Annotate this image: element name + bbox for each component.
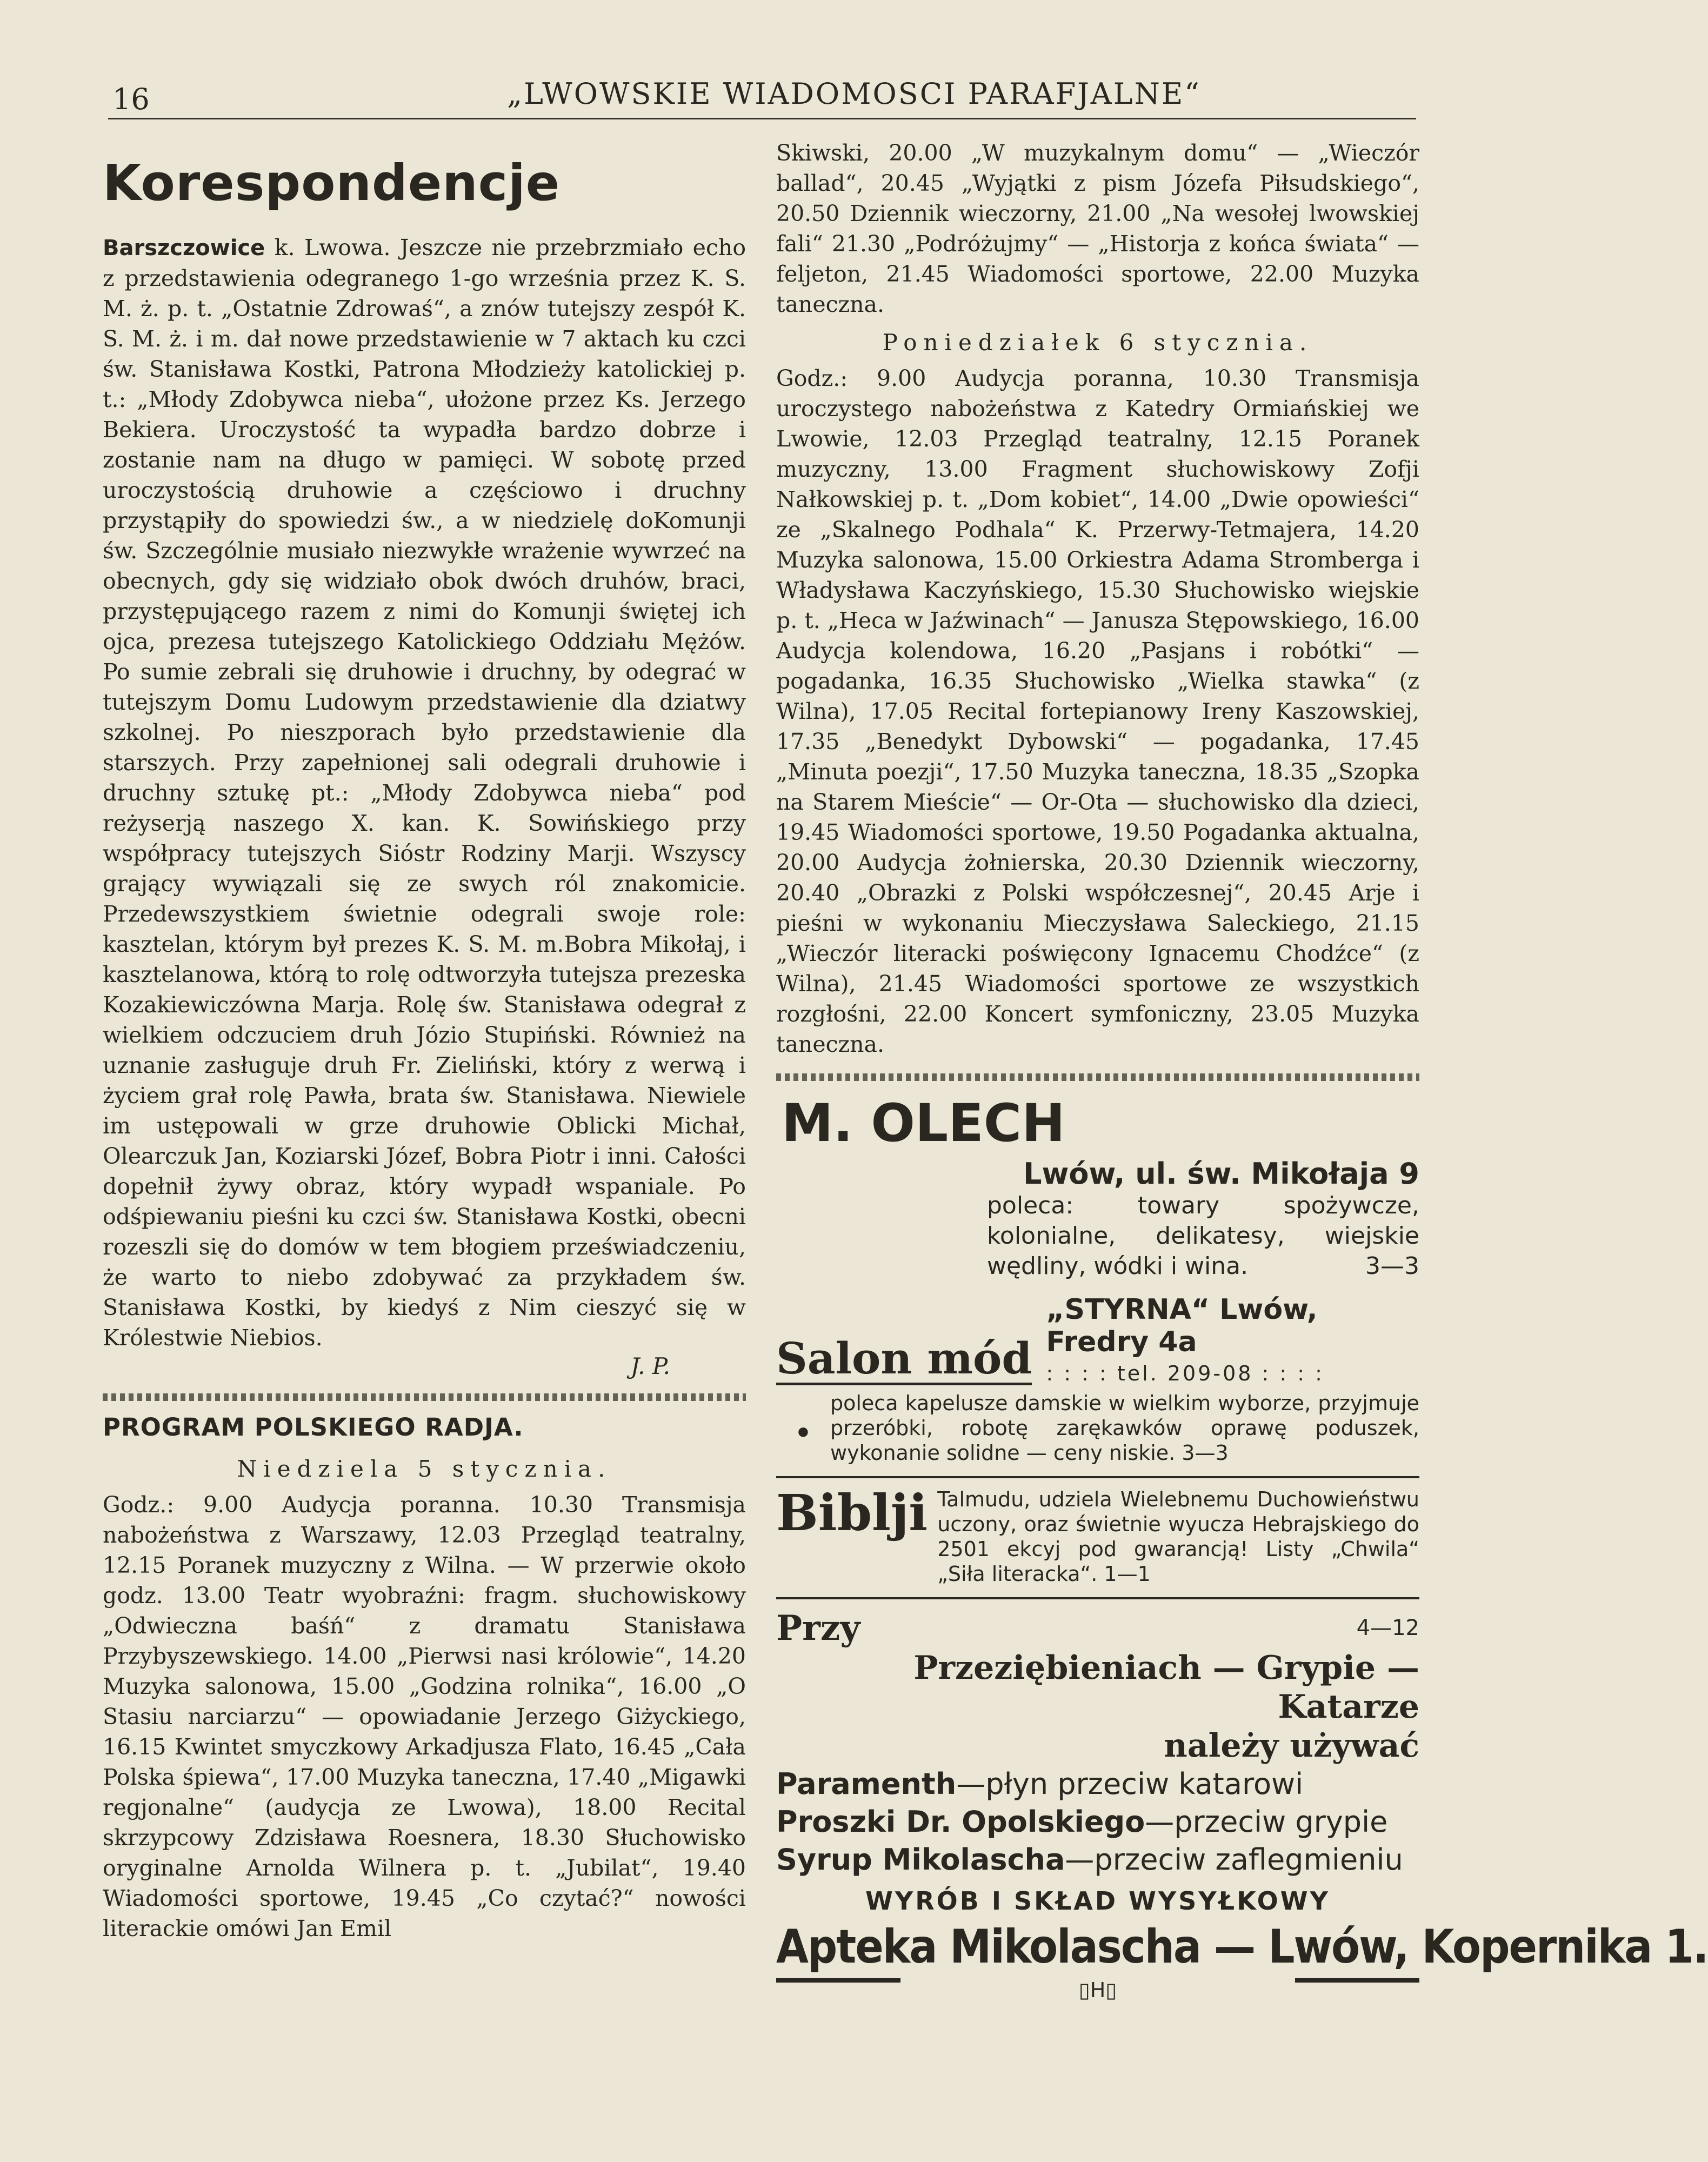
remedy-proszki [776, 1803, 1419, 1841]
remedy-paramenth [776, 1765, 1419, 1803]
apteka-code: 4—12 [1356, 1616, 1419, 1640]
footer-bar [1295, 1978, 1419, 1983]
salon-text: poleca kapelusze damskie w wielkim wyborze, przyjmuje przeróbki, robotę zarękawków oprawę poduszek, wykonanie solidne — ceny niskie. 3—3 [830, 1391, 1419, 1465]
remedy-use: —przeciw zaflegmieniu [1065, 1843, 1403, 1877]
remedy-use: —przeciw grypie [1145, 1805, 1388, 1839]
header-rule [108, 118, 1416, 119]
monday-program: Godz.: 9.00 Audycja poranna, 10.30 Transmisja uroczystego nabożeństwa z Katedry Ormiańskiej we Lwowie, 12.03 Przegląd teatralny, 12.15 Poranek muzyczny, 13.00 Fragment słuchowiskowy Zofji Nałkowskiej p. t. „Dom kobiet“, 14.00 „Dwie opowieści“ ze „Skalnego Podhala“ K. Przerwy-Tetmajera, 14.20 Muzyka salonowa, 15.00 Orkiestra Adama Stromberga i Władysława Kaczyńskiego, 15.30 Słuchowisko wiejskie p. t. „Heca w Jaźwinach“ — Janusza Stępowskiego, 16.00 Audycja kolendowa, 16.20 „Pasjans i robótki“ — pogadanka, 16.35 Słuchowisko „Wielka stawka“ (z Wilna), 17.05 Recital fortepianowy Ireny Kaszowskiej, 17.35 „Benedykt Dybowski“ — pogadanka, 17.45 „Minuta poezji“, 17.50 Muzyka taneczna, 18.35 „Szopka na Starem Mieście“ — Or-Ota — słuchowisko dla dzieci, 19.45 Wiadomości sportowe, 19.50 Pogadanka aktualna, 20.00 Audycja żołnierska, 20.30 Dziennik wieczorny, 20.40 „Obrazki z Polski współczesnej“, 20.45 Arje i pieśni w wykonaniu Mieczysława Saleckiego, 21.15 „Wieczór literacki poświęcony Ignacemu Chodźce“ (z Wilna), 21.45 Wiadomości sportowe ze wszystkich rozgłośni, 22.00 Koncert symfoniczny, 23.05 Muzyka taneczna. [776, 365, 1419, 1057]
biblji-ad [776, 1484, 1419, 1586]
article-lead: Barszczowice [103, 236, 265, 261]
article-body: k. Lwowa. Jeszcze nie przebrzmiało echo z przedstawienia odegranego 1-go września przez K. S. M. ż. p. t. „Ostatnie Zdrowaś“, a znów tutejszy zespół K. S. M. ż. i m. dał nowe przedstawienie w 7 aktach ku czci św. Stanisława Kostki, Patrona Młodzieży katolickiej p. t.: „Młody Zdobywca nieba“, ułożone przez Ks. Jerzego Bekiera. Uroczystość ta wypadła bardzo dobrze i zostanie nam na długo w pamięci. W sobotę przed uroczystością druhowie a częściowo i druchny przystąpiły do spowiedzi św., a w niedzielę doKomunji św. Szczególnie musiało niezwykłe wrażenie wywrzeć na obecnych, gdy się widziało obok dwóch druhów, braci, przystępującego razem z nimi do Komunji świętej ich ojca, prezesa tutejszego Katolickiego Oddziału Mężów. Po sumie zebrali się druhowie i druchny, by odegrać w tutejszym Domu Ludowym przedstawienie dla dziatwy szkolnej. Po nieszporach było przedstawienie dla starszych. Przy zapełnionej sali odegrali druhowie i druchny sztukę pt.: „Młody Zdobywca nieba“ pod reżyserją naszego X. kan. K. Sowińskiego przy współpracy tutejszych Sióstr Rodziny Marji. Wszyscy grający wywiązali się ze swych ról znakomicie. Przedewszystkiem świetnie odegrali swoje role: kasztelan, którym był prezes K. S. M. m.Bobra Mikołaj, i kasztelanowa, którą to rolę odtworzyła tutejsza prezeska Kozakiewiczówna Marja. Rolę św. Stanisława odegrał z wielkiem odczuciem druh Józio Stupiński. Również na uznanie zasługuje druh Fr. Zieliński, który z werwą i życiem grał rolę Pawła, brata św. Stanisława. Niewiele im ustępowali w grze druhowie Oblicki Michał, Olearczuk Jan, Koziarski Józef, Bobra Piotr i inni. Całości dopełnił żywy obraz, który wypadł wspaniale. Po odśpiewaniu pieśni ku czci św. Stanisława Kostki, obecni rozeszli się do domów w tem błogiem przeświadczeniu, że warto to niebo zdobywać za przykładem św. Stanisława Kostki, by kiedyś z Nim cieszyć się w Królestwie Niebios. [103, 235, 746, 1351]
page-number: 16 [112, 82, 150, 116]
footer-bar [776, 1978, 900, 1983]
salon-name: Salon mód [776, 1334, 1032, 1385]
ad-divider [776, 1476, 1419, 1478]
salon-phone: : : : : tel. 209-08 : : : : [1046, 1362, 1324, 1385]
program-title: PROGRAM POLSKIEGO RADJA. [103, 1413, 524, 1442]
apteka-ad [776, 1608, 1708, 2002]
apteka-footer [776, 1978, 1419, 2002]
remedy-name: Paramenth [776, 1767, 957, 1801]
ills-line-2: należy używać [1164, 1727, 1419, 1765]
ornament-divider [103, 1393, 746, 1401]
sunday-program: Godz.: 9.00 Audycja poranna. 10.30 Transmisja nabożeństwa z Warszawy, 12.03 Przegląd teatralny, 12.15 Poranek muzyczny z Wilna. — W przerwie około godz. 13.00 Teatr wyobraźni: fragm. słuchowiskowy „Odwieczna baśń“ z dramatu Stanisława Przybyszewskiego. 14.00 „Pierwsi nasi królowie“, 14.20 Muzyka salonowa, 15.00 „Godzina rolnika“, 16.00 „O Stasiu narciarzu“ — opowiadanie Jerzego Giżyckiego, 16.15 Kwintet smyczkowy Arkadjusza Flato, 16.45 „Cała Polska śpiewa“, 17.00 Muzyka taneczna, 17.40 „Migawki regjonalne“ (audycja ze Lwowa), 18.00 Recital skrzypcowy Zdzisława Roesnera, 18.30 Słuchowisko oryginalne Arnolda Wilnera p. t. „Jubilat“, 19.40 Wiadomości sportowe, 19.45 „Co czytać?“ nowości literackie omówi Jan Emil [103, 1492, 746, 1941]
olech-address: Lwów, ul. św. Mikołaja 9 [1023, 1157, 1419, 1191]
left-column [103, 138, 746, 1944]
olech-text [987, 1191, 1419, 1282]
salon-firm: „STYRNA“ Lwów, Fredry 4a [1046, 1293, 1318, 1358]
remedy-name: Syrup Mikolascha [776, 1843, 1065, 1877]
biblji-name: Biblji [776, 1484, 928, 1542]
running-title: „LWOWSKIE WIADOMOSCI PARAFJALNE“ [507, 77, 1201, 111]
olech-ad [776, 1093, 1419, 1282]
remedy-name: Proszki Dr. Opolskiego [776, 1805, 1145, 1839]
biblji-text: Talmudu, udziela Wielebnemu Duchowieństwu uczony, oraz świetnie wyucza Hebrajskiego do 2501 ekcyj pod gwarancją! Listy „Chwila“ „Siła literacka“. 1—1 [937, 1487, 1419, 1586]
sunday-program-continued: Skiwski, 20.00 „W muzykalnym domu“ — „Wieczór ballad“, 20.45 „Wyjątki z pism Józefa Piłsudskiego“, 20.50 Dziennik wieczorny, 21.00 „Na wesołej lwowskiej fali“ 21.30 „Podróżujmy“ — „Historja z końca świata“ — feljeton, 21.45 Wiadomości sportowe, 22.00 Muzyka taneczna. [776, 140, 1419, 317]
monday-heading: Poniedziałek 6 stycznia. [882, 329, 1313, 356]
sunday-heading: Niedziela 5 stycznia. [237, 1456, 612, 1482]
salon-ad [776, 1293, 1419, 1465]
right-column [776, 138, 1708, 2002]
olech-description: poleca: towary spożywcze, kolonialne, delikatesy, wiejskie wędliny, wódki i wina. [987, 1192, 1419, 1280]
remedy-use: —płyn przeciw katarowi [956, 1767, 1304, 1801]
wyrob-heading: WYRÓB I SKŁAD WYSYŁKOWY [865, 1886, 1330, 1916]
apteka-address: Apteka Mikolascha — Lwów, Kopernika 1. [776, 1920, 1708, 1974]
olech-name: M. OLECH [782, 1093, 1065, 1153]
footer-mark-icon: ▯H▯ [1078, 1978, 1117, 2002]
ad-divider [776, 1597, 1419, 1599]
article-signature: J. P. [630, 1353, 670, 1379]
przy-word: Przy [776, 1608, 860, 1649]
correspondence-article [103, 232, 746, 1353]
correspondence-title: Korespondencje [103, 154, 561, 212]
ills-line-1: Przeziębieniach — Grypie — Katarze [913, 1649, 1419, 1726]
ornament-divider [776, 1073, 1419, 1081]
bullet-icon: • [793, 1414, 813, 1452]
remedy-syrup [776, 1841, 1419, 1879]
olech-code: 3—3 [1365, 1252, 1419, 1280]
